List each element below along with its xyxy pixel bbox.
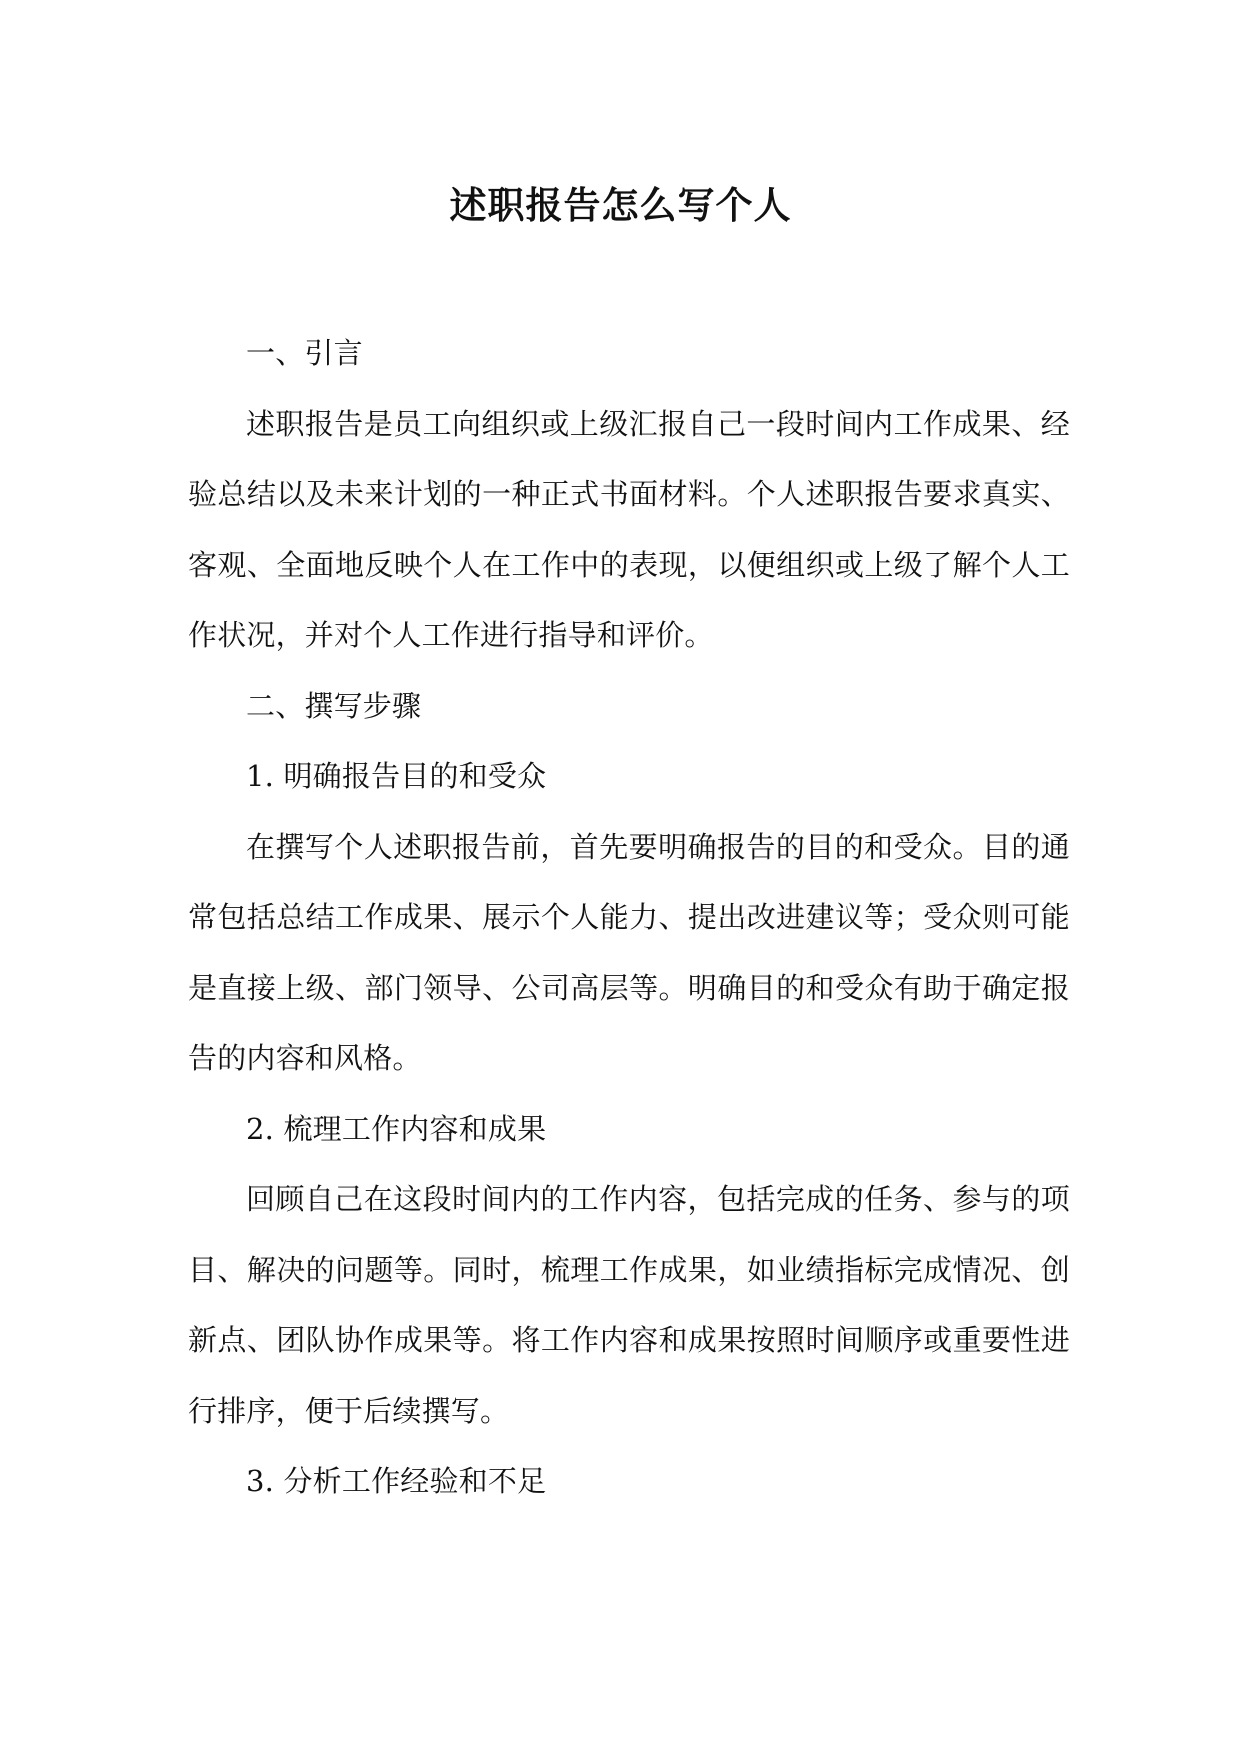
paragraph-step-1: 在撰写个人述职报告前，首先要明确报告的目的和受众。目的通常包括总结工作成果、展示个人能力、提出改进建议等；受众则可能是直接上级、部门领导、公司高层等。明确目的和受众有助于确定报告的内容和风格。 [188, 829, 1070, 1075]
document-body [188, 318, 1070, 1517]
paragraph-introduction: 述职报告是员工向组织或上级汇报自己一段时间内工作成果、经验总结以及未来计划的一种正式书面材料。个人述职报告要求真实、客观、全面地反映个人在工作中的表现，以便组织或上级了解个人工作状况，并对个人工作进行指导和评价。 [188, 406, 1070, 652]
step-heading-3: 3. 分析工作经验和不足 [246, 1464, 547, 1498]
section-heading-writing-steps: 二、撰写步骤 [246, 688, 422, 723]
section-heading-introduction: 一、引言 [246, 336, 363, 370]
step-heading-2: 2. 梳理工作内容和成果 [246, 1111, 547, 1146]
document-title: 述职报告怎么写个人 [449, 183, 792, 227]
step-heading-1: 1. 明确报告目的和受众 [246, 759, 547, 793]
paragraph-step-2: 回顾自己在这段时间内的工作内容，包括完成的任务、参与的项目、解决的问题等。同时，梳理工作成果，如业绩指标完成情况、创新点、团队协作成果等。将工作内容和成果按照时间顺序或重要性进行排序，便于后续撰写。 [188, 1182, 1070, 1428]
